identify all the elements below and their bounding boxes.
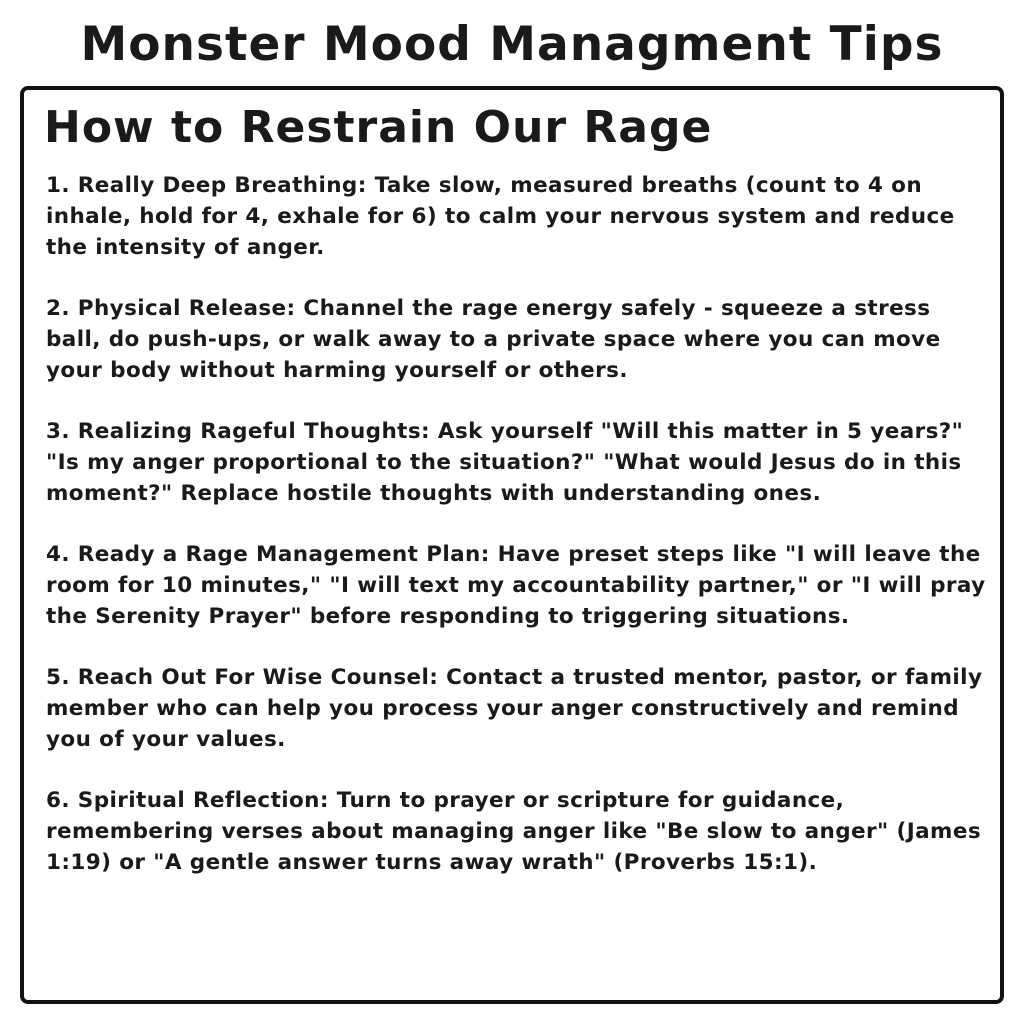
tip-item: 4. Ready a Rage Management Plan: Have preset steps like "I will leave the room for 10 minutes," "I will text my accountability partner," or "I will pray the Serenity Prayer" before responding to triggering situations. [46, 542, 986, 629]
section-heading: How to Restrain Our Rage [44, 102, 713, 153]
tip-item: 3. Realizing Rageful Thoughts: Ask yourself "Will this matter in 5 years?" "Is my anger proportional to the situation?" "What would Jesus do in this moment?" Replace hostile thoughts with understanding ones. [46, 419, 964, 506]
tips-list [46, 170, 986, 908]
tip-item: 1. Really Deep Breathing: Take slow, measured breaths (count to 4 on inhale, hold for 4, exhale for 6) to calm your nervous system and reduce the intensity of anger. [46, 173, 955, 260]
tip-item: 5. Reach Out For Wise Counsel: Contact a trusted mentor, pastor, or family member who can help you process your anger constructively and remind you of your values. [46, 665, 983, 752]
page-title: Monster Mood Managment Tips [80, 17, 944, 72]
tip-item: 2. Physical Release: Channel the rage energy safely - squeeze a stress ball, do push-ups, or walk away to a private space where you can move your body without harming yourself or others. [46, 296, 941, 383]
tip-item: 6. Spiritual Reflection: Turn to prayer or scripture for guidance, remembering verses about managing anger like "Be slow to anger" (James 1:19) or "A gentle answer turns away wrath" (Proverbs 15:1). [46, 788, 982, 875]
tips-frame [20, 86, 1004, 1004]
